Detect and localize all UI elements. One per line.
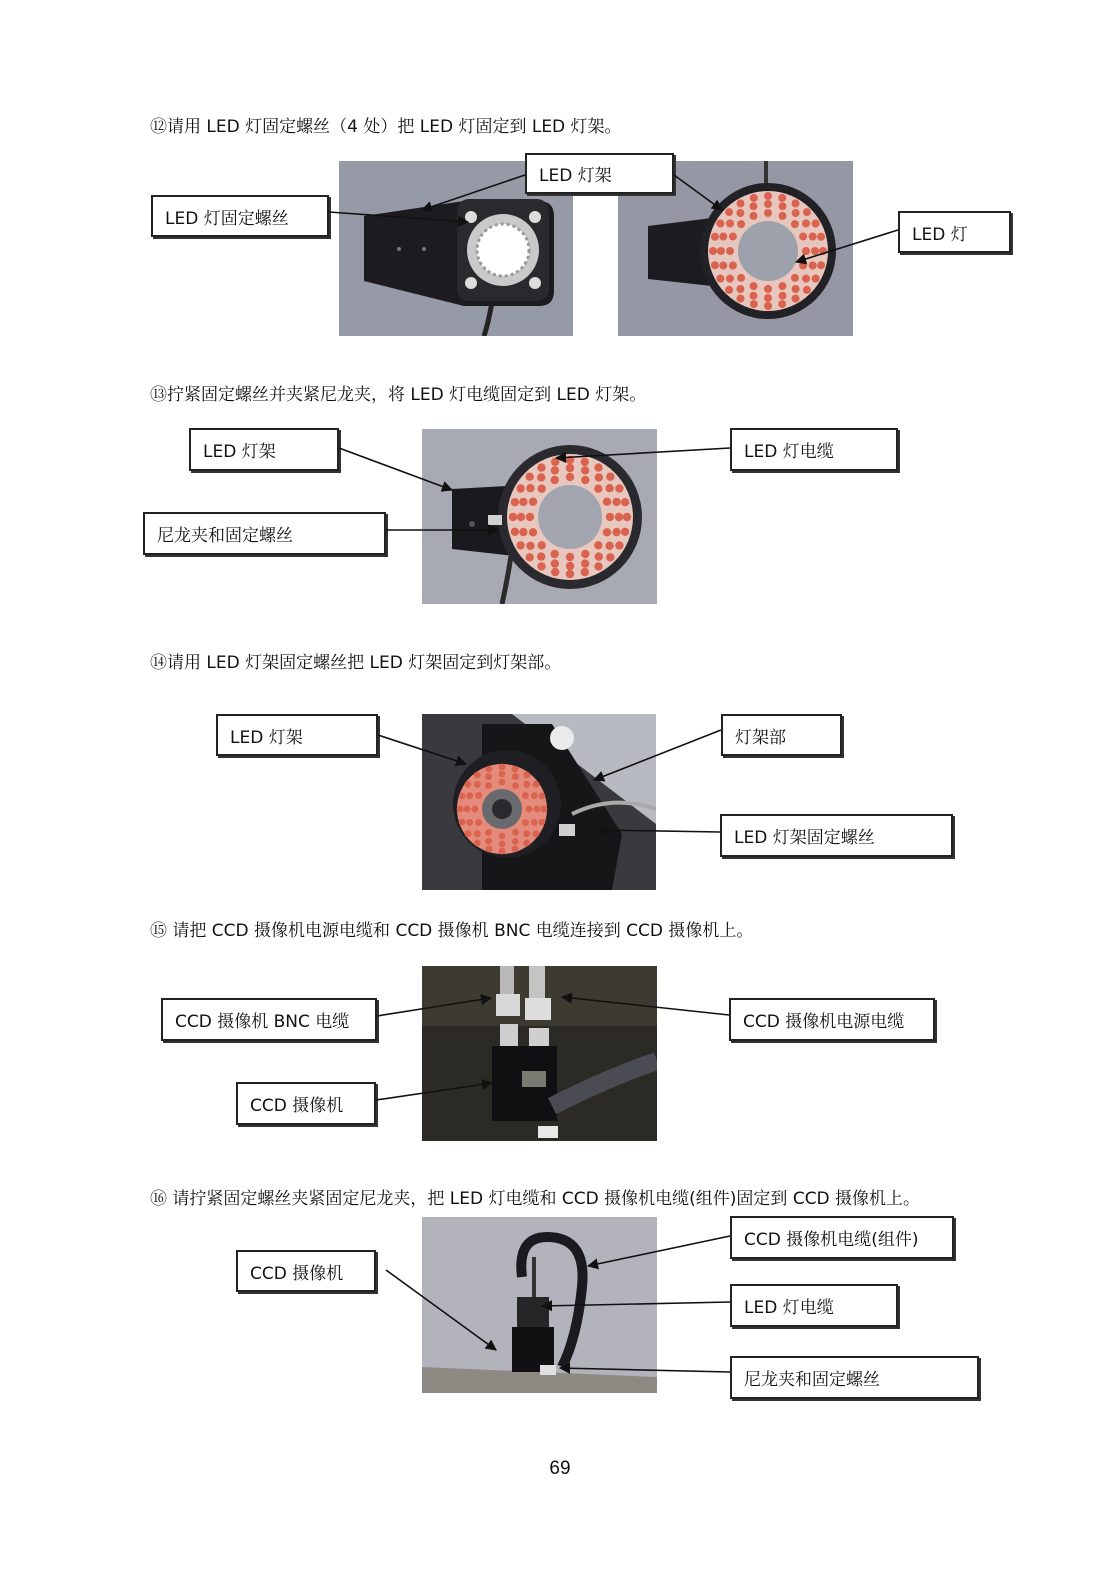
led-dot: [485, 782, 492, 789]
led-dot: [817, 261, 825, 269]
led-dot: [736, 285, 744, 293]
led-dot: [623, 513, 631, 521]
led-dot: [474, 781, 481, 788]
led-dot: [606, 473, 614, 481]
led-dot: [523, 772, 530, 779]
led-dot: [485, 773, 492, 780]
led-dot: [594, 562, 602, 570]
led-dot: [778, 300, 786, 308]
led-dot: [791, 274, 799, 282]
led-dot: [764, 285, 772, 293]
led-dot: [725, 208, 733, 216]
led-dot: [551, 476, 559, 484]
led-dot: [539, 819, 546, 826]
led-dot: [466, 819, 473, 826]
led-dot: [809, 262, 817, 270]
led-dot: [475, 792, 482, 799]
led-dot: [726, 247, 734, 255]
led-dot: [612, 528, 620, 536]
step-14-text: ⑭请用 LED 灯架固定螺丝把 LED 灯架固定到灯架部。: [150, 653, 562, 673]
led-dot: [512, 766, 519, 773]
led-dot: [737, 199, 745, 207]
led-dot: [726, 275, 734, 283]
led-dot: [778, 194, 786, 202]
led-dot: [472, 806, 479, 813]
photo-ccd-connectors: [422, 966, 657, 1141]
led-dot: [750, 212, 758, 220]
label-s12-led-screw: LED 灯固定螺丝: [151, 195, 329, 237]
led-dot: [526, 513, 534, 521]
led-dot: [603, 528, 611, 536]
led-dot: [499, 779, 506, 786]
led-dot: [581, 466, 589, 474]
led-dot: [594, 463, 602, 471]
led-dot: [594, 541, 602, 549]
led-dot: [531, 792, 538, 799]
label-s16-nylon-clamp: 尼龙夹和固定螺丝: [730, 1356, 979, 1399]
led-dot: [526, 553, 534, 561]
label-s14-led-bracket: LED 灯架: [216, 714, 378, 756]
led-dot: [750, 194, 758, 202]
led-dot: [779, 282, 787, 290]
label-s13-nylon-clamp: 尼龙夹和固定螺丝: [143, 512, 386, 555]
led-dot: [779, 202, 787, 210]
led-dot: [551, 559, 559, 567]
led-dot: [499, 848, 506, 855]
led-dot: [764, 302, 772, 310]
label-s14-bracket-screw: LED 灯架固定螺丝: [720, 814, 953, 857]
label-s13-led-bracket: LED 灯架: [189, 428, 339, 471]
led-dot: [581, 568, 589, 576]
led-dot: [512, 782, 519, 789]
label-s13-led-cable: LED 灯电缆: [730, 428, 898, 471]
led-dot: [566, 464, 574, 472]
led-dot: [711, 261, 719, 269]
ccd-assembly-image: [422, 1217, 657, 1393]
led-dot: [533, 830, 540, 837]
led-dot: [581, 458, 589, 466]
led-dot: [529, 528, 537, 536]
led-dot: [516, 484, 524, 492]
led-dot: [764, 192, 772, 200]
led-dot: [603, 498, 611, 506]
step-13-text: ⑬拧紧固定螺丝并夹紧尼龙夹，将 LED 灯电缆固定到 LED 灯架。: [150, 385, 647, 405]
led-dot: [581, 476, 589, 484]
led-dot: [615, 484, 623, 492]
led-dot: [512, 773, 519, 780]
led-dot: [750, 292, 758, 300]
page-number: 69: [549, 1458, 571, 1479]
led-dot: [551, 550, 559, 558]
led-dot: [792, 295, 800, 303]
led-dot: [522, 792, 529, 799]
led-dot: [605, 484, 613, 492]
led-dot: [729, 233, 737, 241]
led-dot: [519, 498, 527, 506]
led-dot: [802, 247, 810, 255]
led-dot: [566, 456, 574, 464]
led-dot: [459, 793, 466, 800]
led-dot: [792, 209, 800, 217]
led-dot: [512, 846, 519, 853]
led-dot: [802, 219, 810, 227]
led-dot: [538, 485, 546, 493]
led-dot: [750, 300, 758, 308]
led-dot: [511, 498, 519, 506]
ccd-connectors-image: [422, 966, 657, 1141]
led-dot: [499, 841, 506, 848]
led-dot: [486, 846, 493, 853]
led-dot: [803, 208, 811, 216]
led-dot: [474, 772, 481, 779]
led-dot: [615, 513, 623, 521]
led-dot: [539, 793, 546, 800]
led-dot: [716, 275, 724, 283]
led-dot: [817, 233, 825, 241]
led-dot: [537, 463, 545, 471]
led-dot: [606, 553, 614, 561]
led-dot: [509, 513, 517, 521]
led-dot: [803, 286, 811, 294]
label-s16-cable-assembly: CCD 摄像机电缆(组件): [730, 1216, 954, 1259]
led-dot: [566, 570, 574, 578]
led-dot: [737, 220, 745, 228]
led-dot: [799, 233, 807, 241]
led-dot: [529, 498, 537, 506]
led-dot: [464, 806, 471, 813]
label-s15-bnc-cable: CCD 摄像机 BNC 电缆: [161, 998, 377, 1041]
led-dot: [511, 528, 519, 536]
led-dot: [474, 830, 481, 837]
led-dot: [566, 562, 574, 570]
led-dot: [791, 220, 799, 228]
label-s15-power-cable: CCD 摄像机电源电缆: [729, 998, 935, 1041]
led-dot: [750, 202, 758, 210]
led-dot: [551, 466, 559, 474]
led-dot: [792, 285, 800, 293]
led-dot: [566, 553, 574, 561]
led-dot: [459, 819, 466, 826]
led-dot: [523, 840, 530, 847]
label-s16-led-cable: LED 灯电缆: [730, 1284, 898, 1327]
led-dot: [594, 485, 602, 493]
led-dot: [551, 458, 559, 466]
led-dot: [519, 528, 527, 536]
led-dot: [615, 541, 623, 549]
led-dot: [526, 484, 534, 492]
photo-ccd-assembly: [422, 1217, 657, 1393]
led-dot: [737, 274, 745, 282]
led-dot: [792, 199, 800, 207]
led-dot: [802, 275, 810, 283]
led-dot: [522, 819, 529, 826]
led-dot: [512, 829, 519, 836]
led-dot: [612, 498, 620, 506]
led-dot: [499, 833, 506, 840]
led-dot: [526, 473, 534, 481]
led-dot: [764, 294, 772, 302]
led-dot: [537, 552, 545, 560]
led-dot: [764, 209, 772, 217]
led-dot: [485, 829, 492, 836]
led-dot: [595, 473, 603, 481]
led-dot: [621, 498, 629, 506]
led-dot: [750, 282, 758, 290]
led-dot: [819, 247, 827, 255]
led-dot: [606, 513, 614, 521]
led-dot: [523, 781, 530, 788]
led-dot: [717, 247, 725, 255]
led-dot: [457, 806, 464, 813]
led-dot: [595, 552, 603, 560]
led-dot: [526, 806, 533, 813]
step-16-text: ⑯ 请拧紧固定螺丝夹紧固定尼龙夹，把 LED 灯电缆和 CCD 摄像机电缆(组件)固定到 CCD 摄像机上。: [150, 1189, 921, 1209]
led-dot: [726, 219, 734, 227]
led-dot: [499, 771, 506, 778]
led-dot: [512, 838, 519, 845]
led-dot: [811, 247, 819, 255]
photo-nylon-clamp: [422, 429, 657, 604]
led-dot: [779, 292, 787, 300]
led-dot: [719, 262, 727, 270]
led-dot: [716, 220, 724, 228]
bracket-mount-image: [422, 714, 656, 890]
led-dot: [551, 568, 559, 576]
led-dot: [812, 275, 820, 283]
label-s15-ccd-camera: CCD 摄像机: [236, 1082, 376, 1125]
led-dot: [581, 559, 589, 567]
led-dot: [466, 792, 473, 799]
led-dot: [581, 550, 589, 558]
led-dot: [474, 840, 481, 847]
led-dot: [499, 764, 506, 771]
led-dot: [605, 542, 613, 550]
led-dot: [523, 830, 530, 837]
led-dot: [533, 781, 540, 788]
led-dot: [764, 200, 772, 208]
led-dot: [709, 247, 717, 255]
photo-bracket-mount: [422, 714, 656, 890]
led-dot: [517, 513, 525, 521]
nylon-clamp-image: [422, 429, 657, 604]
step-12-text: ⑫请用 LED 灯固定螺丝（4 处）把 LED 灯固定到 LED 灯架。: [150, 117, 622, 137]
led-dot: [531, 819, 538, 826]
led-dot: [538, 541, 546, 549]
led-dot: [729, 262, 737, 270]
led-dot: [809, 233, 817, 241]
led-dot: [711, 233, 719, 241]
led-dot: [725, 286, 733, 294]
led-dot: [526, 542, 534, 550]
led-dot: [779, 212, 787, 220]
led-dot: [799, 262, 807, 270]
step-15-text: ⑮ 请把 CCD 摄像机电源电缆和 CCD 摄像机 BNC 电缆连接到 CCD 摄像机上。: [150, 921, 754, 941]
label-s16-ccd-camera: CCD 摄像机: [236, 1250, 376, 1292]
led-dot: [812, 220, 820, 228]
led-dot: [537, 473, 545, 481]
label-s14-mount: 灯架部: [721, 714, 842, 756]
led-dot: [537, 562, 545, 570]
led-dot: [465, 781, 472, 788]
led-dot: [541, 806, 548, 813]
led-dot: [566, 473, 574, 481]
led-dot: [465, 830, 472, 837]
led-dot: [719, 233, 727, 241]
label-s12-led-bracket: LED 灯架: [525, 153, 674, 194]
led-dot: [621, 528, 629, 536]
led-dot: [516, 541, 524, 549]
led-dot: [475, 819, 482, 826]
label-s12-led-light: LED 灯: [898, 211, 1011, 253]
led-dot: [737, 295, 745, 303]
led-dot: [486, 766, 493, 773]
led-dot: [485, 838, 492, 845]
led-dot: [534, 806, 541, 813]
led-dot: [736, 209, 744, 217]
